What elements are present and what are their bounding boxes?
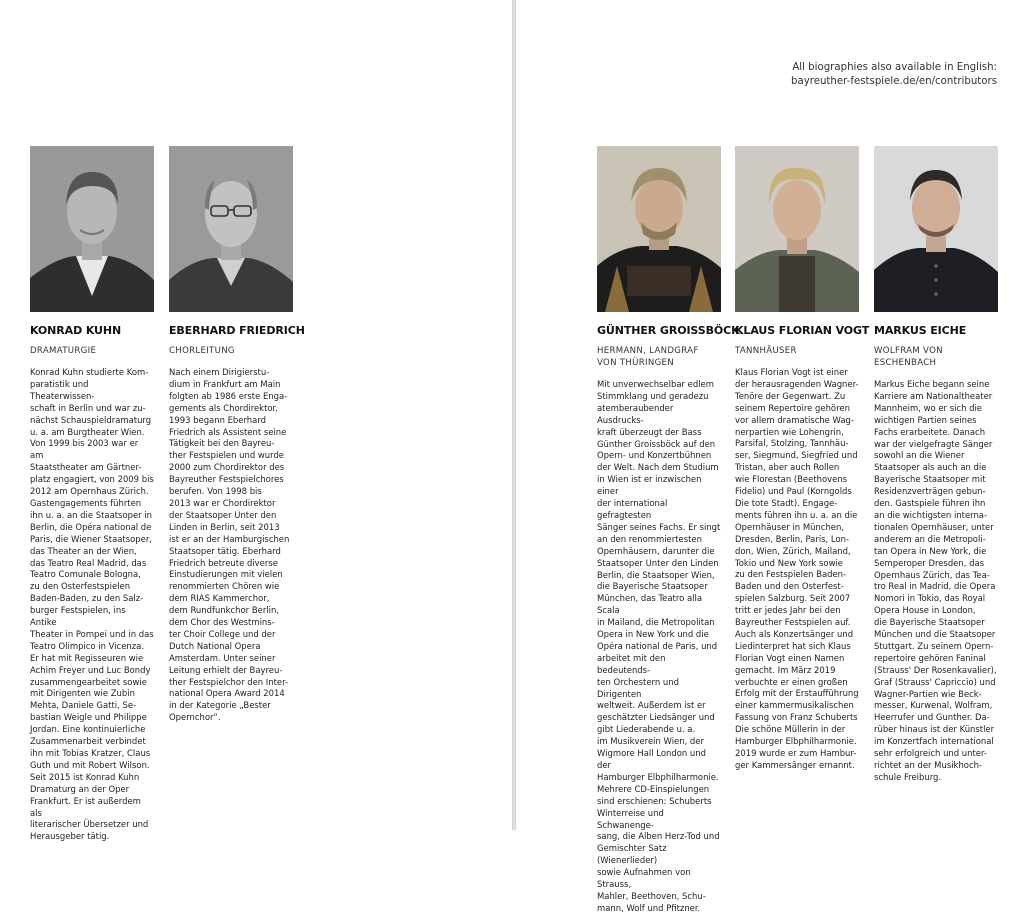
person-name: EBERHARD FRIEDRICH [169,324,305,337]
person-name: KONRAD KUHN [30,324,122,337]
right-page [516,0,1024,913]
person-role: TANNHÄUSER [735,346,797,356]
person-bio: Konrad Kuhn studierte Kom- paratistik und Theaterwissen- schaft in Berlin und war zu- nächst Schauspieldramaturg u. a. am Burgtheater Wien. Von 1999 bis 2003 war er am Staatstheater am Gärtner- platz engagiert, von 2009 bis 2012 am Opernhaus Zürich. Gastengagements führten ihn u. a. an die Staatsoper in Berlin, die Opéra national de Paris, die Wiener Staatsoper, das Theater an der Wien, das Teatro Real Madrid, das Teatro Comunale Bologna, zu den Osterfestspielen Baden-Baden, zu den Salz- burger Festspielen, ins Antike Theater in Pompei und in das Teatro Olimpico in Vicenza. Er hat mit Regisseuren wie Achim Freyer und Luc Bondy zusammengearbeitet sowie mit Dirigenten wie Zubin Mehta, Daniele Gatti, Se- bastian Weigle und Philippe Jordan. Eine kontinuierliche Zusammenarbeit verbindet ihn mit Tobias Kratzer, Claus Guth und mit Robert Wilson. Seit 2015 ist Konrad Kuhn Dramaturg an der Oper Frankfurt. Er ist außerdem als literarischer Übersetzer und Herausgeber tätig. [30,367,154,842]
portrait-photo [169,146,293,312]
person-bio: Markus Eiche begann seine Karriere am Nationaltheater Mannheim, wo er sich die wichtigen Partien seines Fachs erarbeitete. Danach war der vielgefragte Sänger sowohl an die Wiener Staatsoper als auch an die Bayerische Staatsoper mit Residenzverträgen gebun- den. Gastspiele führen ihn an die wichtigsten interna- tionalen Opernhäuser, unter anderem an die Metropoli- tan Opera in New York, die Semperoper Dresden, das Opernhaus Zürich, das Tea- tro Real in Madrid, die Opera Nomori in Tokio, das Royal Opera House in London, die Bayerische Staatsoper München und die Staatsoper Stuttgart. Zu seinem Opern- repertoire gehören Faninal (Strauss' Der Rosenkavalier), Graf (Strauss' Capriccio) und Wagner-Partien wie Beck- messer, Kurwenal, Wolfram, Heerrufer und Gunther. Da- rüber hinaus ist der Künstler im Konzertfach international sehr erfolgreich und unter- richtet an der Musikhoch- schule Freiburg. [874,379,997,782]
person-name: KLAUS FLORIAN VOGT [735,324,870,337]
bio-markus-eiche [874,146,998,784]
bio-guenther-groissboeck [597,146,740,915]
person-role: CHORLEITUNG [169,346,235,356]
portrait-photo [30,146,154,312]
portrait-photo [735,146,859,312]
note-line-2: bayreuther-festspiele.de/en/contributors [791,76,997,87]
bio-konrad-kuhn [30,146,154,843]
person-bio: Klaus Florian Vogt ist einer der herausragenden Wagner- Tenöre der Gegenwart. Zu seinem Repertoire gehören vor allem dramatische Wag- nerpartien wie Lohengrin, Parsifal, Stolzing, Tannhäu- ser, Siegmund, Siegfried und Tristan, aber auch Rollen wie Florestan (Beethovens Fidelio) und Paul (Korngolds Die tote Stadt). Engage- ments führen ihn u. a. an die Opernhäuser in München, Dresden, Berlin, Paris, Lon- don, Wien, Zürich, Mailand, Tokio und New York sowie zu den Festspielen Baden- Baden und den Osterfest- spielen Salzburg. Seit 2007 tritt er jedes Jahr bei den Bayreuther Festspielen auf. Auch als Konzertsänger und Liedinterpret hat sich Klaus Florian Vogt einen Namen gemacht. Im März 2019 verbuchte er einen großen Erfolg mit der Erstaufführung einer kammermusikalischen Fassung von Franz Schuberts Die schöne Müllerin in der Hamburger Elbphilharmonie. 2019 wurde er zum Hambur- ger Kammersänger ernannt. [735,367,859,770]
note-line-1: All biographies also available in English: [792,62,997,73]
person-role: DRAMATURGIE [30,346,97,356]
portrait-photo [597,146,721,312]
person-bio: Mit unverwechselbar edlem Stimmklang und geradezu atemberaubender Ausdrucks- kraft überzeugt der Bass Günther Groissböck auf den Opern- und Konzertbühnen der Welt. Nach dem Studium in Wien ist er inzwischen einer der international gefragtesten Sänger seines Fachs. Er singt an den renommiertesten Opernhäusern, darunter die Staatsoper Unter den Linden Berlin, die Staatsoper Wien, die Bayerische Staatsoper München, das Teatro alla Scala in Mailand, die Metropolitan Opera in New York und die Opéra national de Paris, und arbeitet mit den bedeutends- ten Orchestern und Dirigenten weltweit. Außerdem ist er geschätzter Liedsänger und gibt Liederabende u. a. im Musikverein Wien, der Wigmore Hall London und der Hamburger Elbphilharmonie. Mehrere CD-Einspielungen sind erschienen: Schuberts Winterreise und Schwanenge- sang, die Alben Herz-Tod und Gemischter Satz (Wienerlieder) sowie Aufnahmen von Strauss, Mahler, Beethoven, Schu- mann, Wolf und Pfitzner. [597,379,721,913]
bio-klaus-florian-vogt [735,146,870,772]
person-name: GÜNTHER GROISSBÖCK [597,324,740,337]
person-name: MARKUS EICHE [874,324,967,337]
bio-eberhard-friedrich [169,146,305,724]
person-role: WOLFRAM VON ESCHENBACH [874,346,943,368]
portrait-photo [874,146,998,312]
person-bio: Nach einem Dirigierstu- dium in Frankfurt am Main folgten ab 1986 erste Enga- gements als Chordirektor. 1993 begann Eberhard Friedrich als Assistent seine Tätigkeit bei den Bayreu- ther Festspielen und wurde 2000 zum Chordirektor des Bayreuther Festspielchores berufen. Von 1998 bis 2013 war er Chordirektor der Staatsoper Unter den Linden in Berlin, seit 2013 ist er an der Hamburgischen Staatsoper tätig. Eberhard Friedrich betreute diverse Einstudierungen mit vielen renommierten Chören wie dem RIAS Kammerchor, dem Rundfunkchor Berlin, dem Chor des Westmins- ter Choir College und der Dutch National Opera Amsterdam. Unter seiner Leitung erhielt der Bayreu- ther Festspielchor den Inter- national Opera Award 2014 in der Kategorie „Bester Opernchor“. [169,367,290,723]
english-bios-note [791,61,997,89]
person-role: HERMANN, LANDGRAF VON THÜRINGEN [597,346,699,368]
left-page [0,0,512,842]
